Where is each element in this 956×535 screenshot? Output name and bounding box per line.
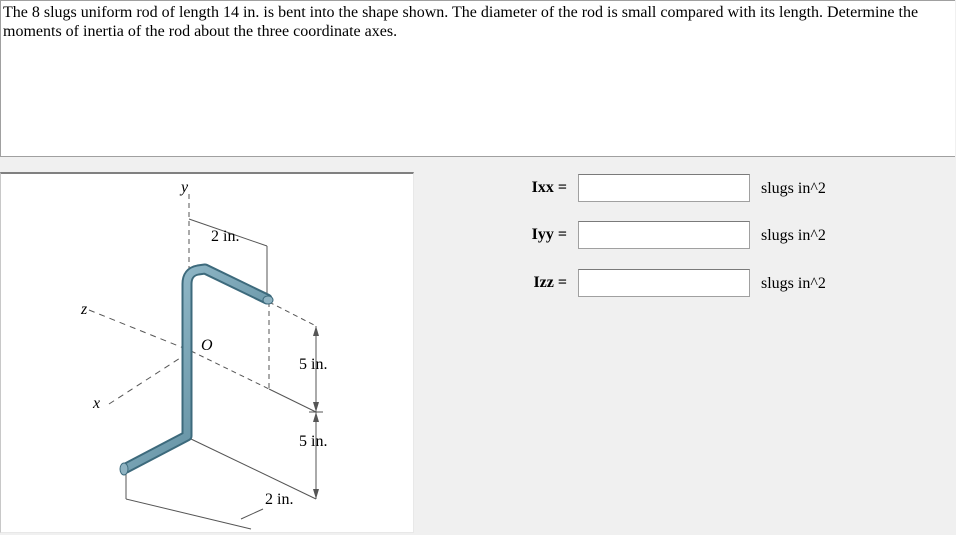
iyy-input[interactable] — [578, 221, 750, 249]
origin-label: O — [201, 337, 213, 354]
iyy-unit: slugs in^2 — [761, 227, 826, 244]
problem-statement-box — [0, 0, 955, 157]
ixx-input[interactable] — [578, 174, 750, 202]
ixx-unit: slugs in^2 — [761, 180, 826, 197]
figure-panel — [0, 172, 414, 533]
answer-row-ixx — [515, 174, 875, 204]
izz-unit: slugs in^2 — [761, 275, 826, 292]
bent-rod-figure — [1, 174, 413, 532]
answer-row-izz — [515, 269, 875, 299]
z-axis-label: z — [81, 301, 88, 318]
ixx-label: Ixx = — [531, 179, 567, 196]
z-axis-line — [89, 310, 191, 351]
dimension-lower-vertical: 5 in. — [299, 433, 328, 450]
answer-row-iyy — [515, 221, 875, 251]
dimension-bottom: 2 in. — [265, 491, 294, 508]
problem-statement: The 8 slugs uniform rod of length 14 in. is bent into the shape shown. The diameter of the rod is small compared with its length. Determine the moments of inertia of the rod about the three coordinate axes. — [3, 4, 919, 40]
x-axis-label: x — [93, 395, 101, 412]
iyy-label: Iyy = — [531, 226, 567, 243]
izz-label: Izz = — [533, 274, 567, 291]
y-axis-label: y — [181, 179, 189, 196]
izz-input[interactable] — [578, 269, 750, 297]
x-axis-line — [109, 351, 191, 404]
bent-rod — [126, 269, 267, 468]
dimension-upper-vertical: 5 in. — [299, 356, 328, 373]
dimension-top: 2 in. — [211, 228, 240, 245]
